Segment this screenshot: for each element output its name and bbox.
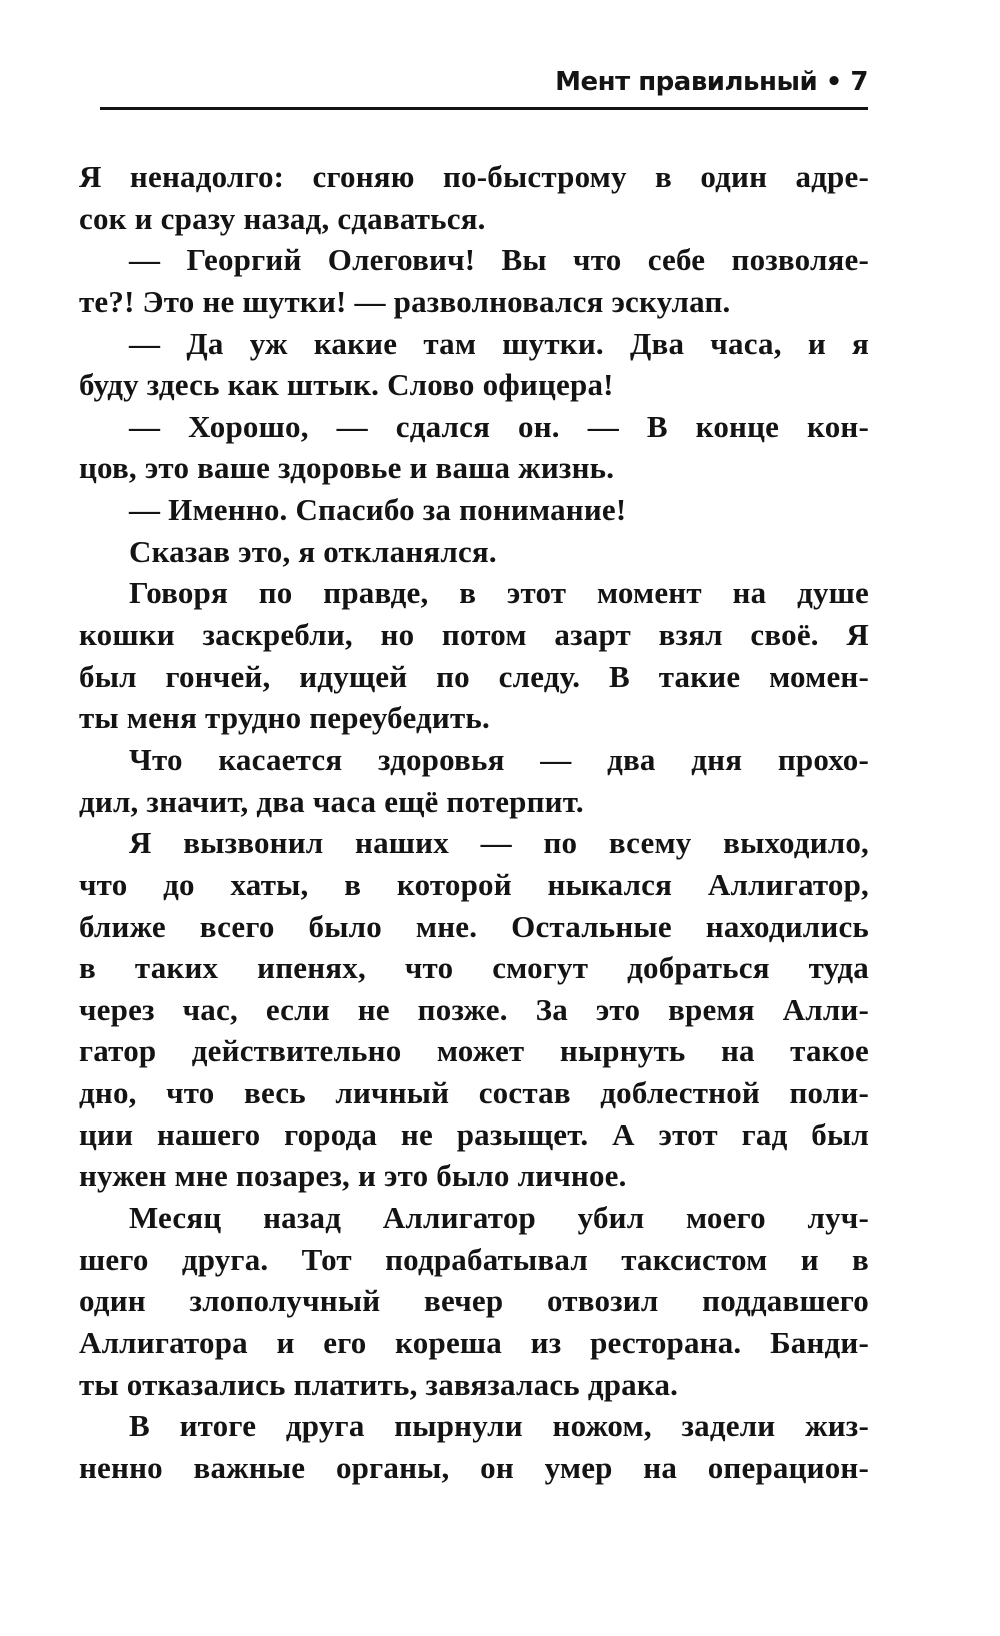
text-line: — Хорошо, — сдался он. — В конце кон- xyxy=(129,408,869,444)
text-line: ближе всего было мне. Остальные находились xyxy=(79,908,869,944)
text-line: один злополучный вечер отвозил поддавшего xyxy=(79,1283,869,1319)
text-line: гатор действительно может нырнуть на такое xyxy=(79,1033,869,1069)
text-line: — Именно. Спасибо за понимание! xyxy=(129,492,627,528)
text-line: сок и сразу назад, сдаваться. xyxy=(79,200,486,236)
text-line: Я ненадолго: сгоняю по-быстрому в один адре- xyxy=(79,159,869,194)
text-line: в таких ипенях, что смогут добраться туда xyxy=(79,950,869,986)
text-line: ции нашего города не разыщет. А этот гад был xyxy=(79,1116,869,1152)
text-line: — Да уж какие там шутки. Два часа, и я xyxy=(129,325,869,361)
text-line: был гончей, идущей по следу. В такие момен- xyxy=(79,658,869,694)
text-line: Я вызвонил наших — по всему выходило, xyxy=(129,825,869,861)
text-line: шего друга. Тот подрабатывал таксистом и в xyxy=(79,1241,869,1277)
text-line: дил, значит, два часа ещё потерпит. xyxy=(79,783,584,819)
text-line: Аллигатора и его кореша из ресторана. Банди- xyxy=(79,1324,869,1360)
text-line: те?! Это не шутки! — разволновался эскулап. xyxy=(79,283,731,319)
text-line: что до хаты, в которой ныкался Аллигатор, xyxy=(79,866,869,902)
text-line: буду здесь как штык. Слово офицера! xyxy=(79,367,614,403)
text-line: Сказав это, я откланялся. xyxy=(129,533,497,569)
text-line: Что касается здоровья — два дня прохо- xyxy=(129,741,869,777)
text-line: дно, что весь личный состав доблестной поли- xyxy=(79,1075,869,1111)
body-text xyxy=(79,156,869,1489)
running-header: Мент правильный • 7 xyxy=(555,67,868,97)
text-line: цов, это ваше здоровье и ваша жизнь. xyxy=(79,450,615,486)
text-line: ты меня трудно переубедить. xyxy=(79,700,490,736)
text-line: кошки заскребли, но потом азарт взял своё. Я xyxy=(79,617,869,653)
text-line: — Георгий Олегович! Вы что себе позволяе- xyxy=(129,242,869,278)
text-line: через час, если не позже. За это время Алли- xyxy=(79,991,869,1027)
header-rule xyxy=(100,107,868,110)
text-line: ты отказались платить, завязалась драка. xyxy=(79,1366,679,1402)
text-line: В итоге друга пырнули ножом, задели жиз- xyxy=(129,1408,869,1444)
text-line: ненно важные органы, он умер на операцион- xyxy=(79,1449,869,1485)
text-line: нужен мне позарез, и это было личное. xyxy=(79,1158,627,1194)
text-line: Говоря по правде, в этот момент на душе xyxy=(129,575,869,611)
text-line: Месяц назад Аллигатор убил моего луч- xyxy=(129,1200,869,1236)
